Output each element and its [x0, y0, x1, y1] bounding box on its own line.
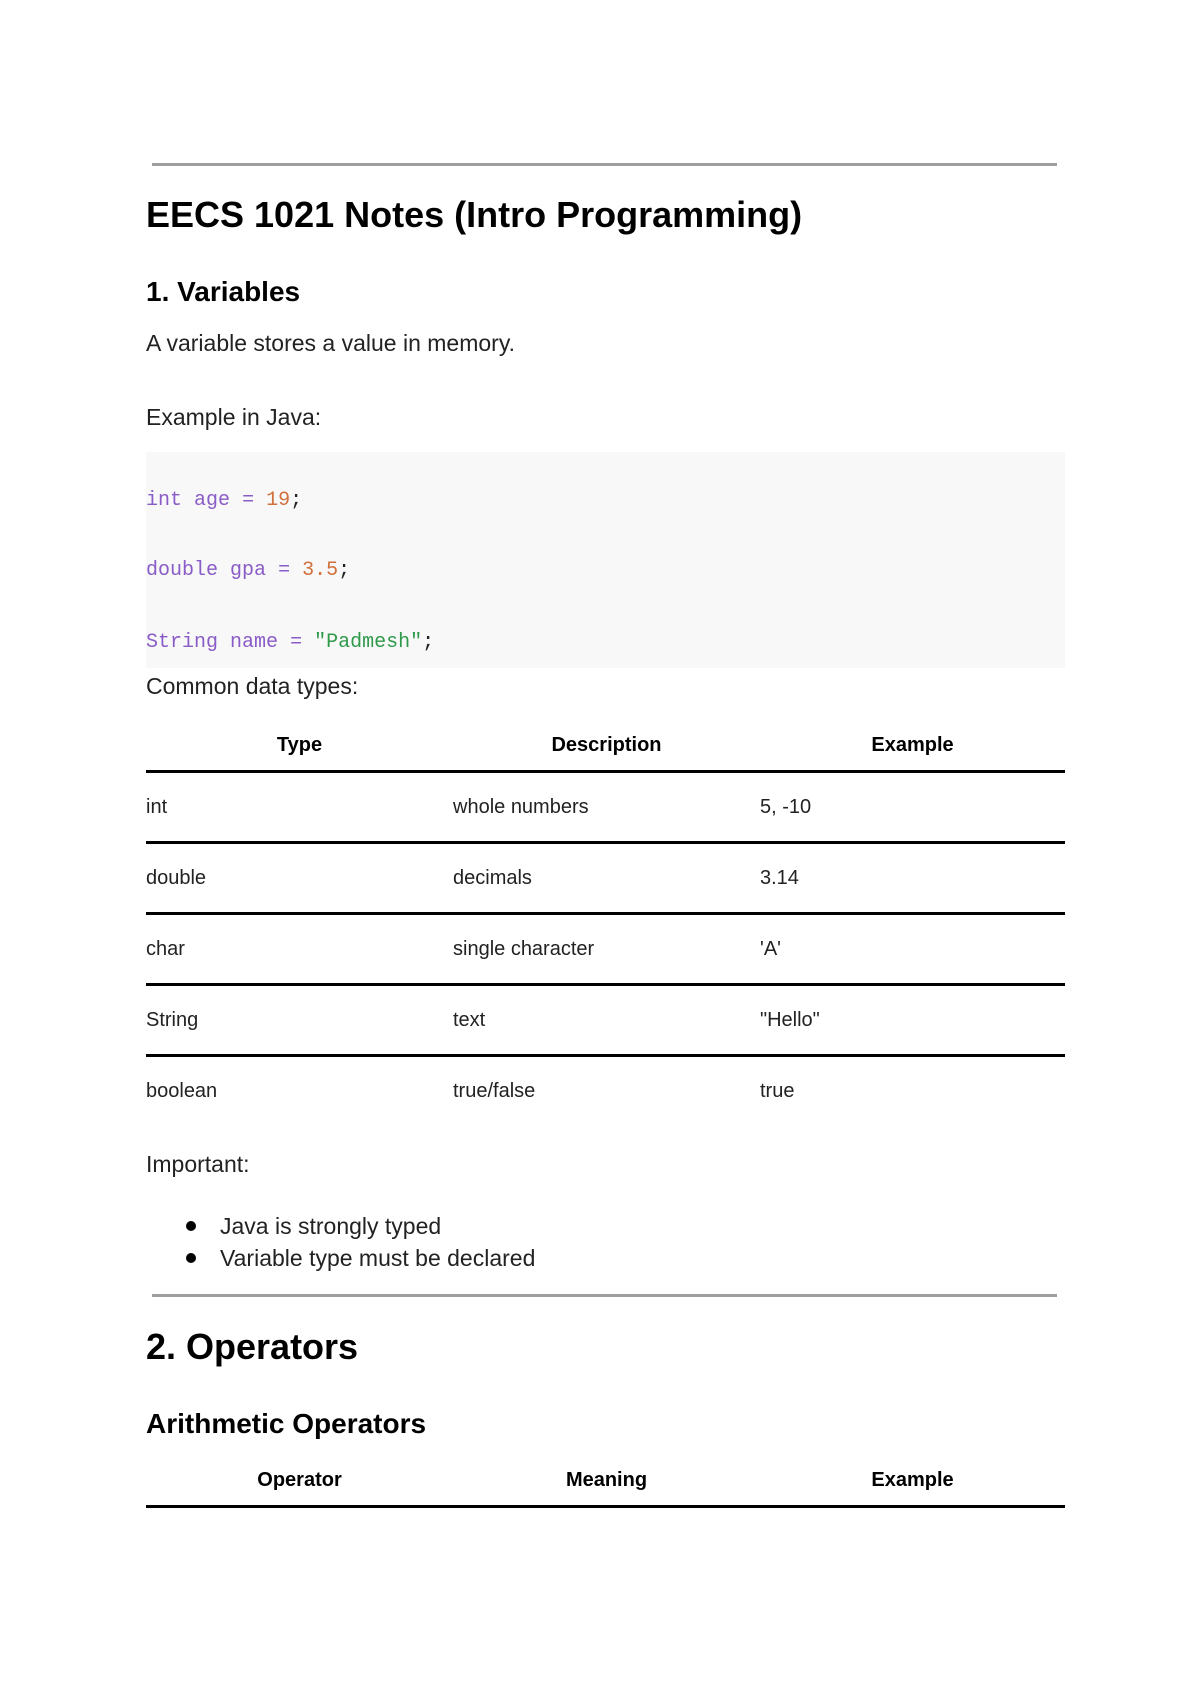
table-cell: boolean — [146, 1079, 218, 1102]
code-line-1 — [146, 489, 302, 512]
table-cell: char — [146, 914, 453, 985]
table-header-row — [146, 720, 1065, 772]
list-item-text: Java is strongly typed — [220, 1213, 442, 1239]
list-item — [186, 1242, 535, 1274]
table-cell: true/false — [453, 1079, 536, 1102]
bullet-icon — [186, 1253, 196, 1263]
code-line-3 — [146, 631, 434, 654]
table-cell: text — [453, 985, 760, 1056]
code-operator: = — [242, 489, 255, 512]
code-type: double — [146, 559, 219, 582]
table-row — [146, 985, 1065, 1056]
column-header-type: Type — [146, 720, 453, 772]
code-type: int — [146, 489, 183, 512]
column-header-example: Example — [760, 1455, 1065, 1507]
table-cell: single character — [453, 914, 760, 985]
bullet-icon — [186, 1221, 196, 1231]
code-semicolon: ; — [290, 489, 303, 512]
code-operator: = — [290, 631, 303, 654]
code-identifier: age — [194, 489, 231, 512]
arithmetic-operators-table — [146, 1455, 1065, 1508]
table-row — [146, 914, 1065, 985]
column-header-example: Example — [760, 720, 1065, 772]
list-item-text: Variable type must be declared — [220, 1245, 536, 1271]
code-semicolon: ; — [338, 559, 351, 582]
list-item — [186, 1210, 535, 1242]
code-string: "Padmesh" — [314, 631, 423, 654]
code-number: 19 — [266, 489, 291, 512]
subheading-arithmetic-operators: Arithmetic Operators — [146, 1408, 427, 1439]
code-identifier: name — [230, 631, 279, 654]
column-header-meaning: Meaning — [453, 1455, 760, 1507]
variables-intro-text: A variable stores a value in memory. — [146, 330, 516, 356]
code-operator: = — [278, 559, 291, 582]
column-header-operator: Operator — [146, 1455, 453, 1507]
code-number: 3.5 — [302, 559, 339, 582]
table-row — [146, 1056, 1065, 1126]
column-header-description: Description — [453, 720, 760, 772]
table-cell: whole numbers — [453, 772, 760, 843]
horizontal-rule — [152, 1294, 1057, 1297]
table-cell: double — [146, 843, 453, 914]
code-type: String — [146, 631, 219, 654]
table-cell: int — [146, 772, 453, 843]
horizontal-rule — [152, 163, 1057, 166]
table-cell: decimals — [453, 843, 760, 914]
important-list — [186, 1210, 535, 1274]
section-heading-variables: 1. Variables — [146, 276, 301, 307]
table-cell: 3.14 — [760, 843, 1065, 914]
code-line-2 — [146, 559, 350, 582]
table-cell: 5, -10 — [760, 772, 1065, 843]
page-title: EECS 1021 Notes (Intro Programming) — [146, 194, 803, 235]
data-types-label: Common data types: — [146, 673, 359, 699]
data-types-table — [146, 720, 1065, 1125]
table-row — [146, 772, 1065, 843]
table-cell: 'A' — [760, 914, 1065, 985]
code-semicolon: ; — [422, 631, 435, 654]
table-cell: true — [760, 1079, 795, 1102]
section-heading-operators: 2. Operators — [146, 1326, 359, 1367]
important-label: Important: — [146, 1151, 250, 1177]
table-cell: "Hello" — [760, 985, 1065, 1056]
table-row — [146, 843, 1065, 914]
code-identifier: gpa — [230, 559, 267, 582]
example-label: Example in Java: — [146, 404, 322, 430]
table-cell: String — [146, 985, 453, 1056]
table-header-row — [146, 1455, 1065, 1507]
